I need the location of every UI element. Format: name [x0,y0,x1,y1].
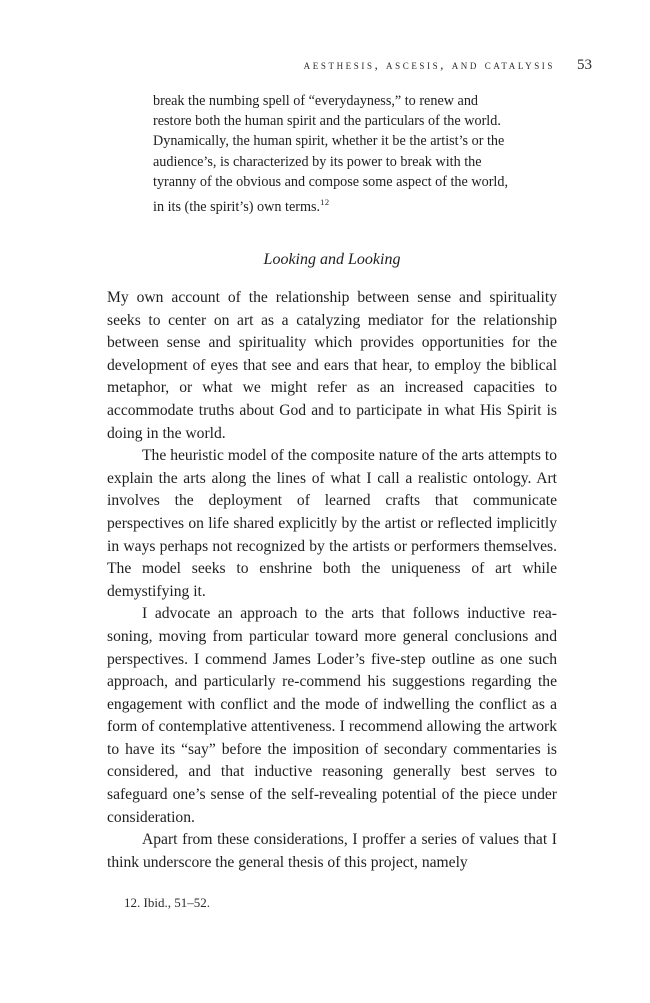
footnote: 12. Ibid., 51–52. [124,895,210,910]
block-quote [153,91,509,217]
paragraph-1: My own account of the relationship between sense and spirituality seeks to center on art as a catalyzing mediator for the relationship between sense and spirituality which provides opportunities for the development of eyes that see and ears that hear, to employ the biblical metaphor, or what we might refer as an increased capacities to accommodate truths about God and to participate in what His Spirit is doing in the world. [107,289,557,442]
body-text [107,287,557,874]
running-header [0,58,650,78]
paragraph-4: Apart from these considerations, I proffer a series of values that I think underscore the general thesis of this project, namely [107,831,557,871]
section-heading: Looking and Looking [263,251,401,268]
running-title: aesthesis, ascesis, and catalysis [303,58,555,72]
footnote-reference[interactable]: 12 [320,197,330,208]
paragraph-2: The heuristic model of the composite nature of the arts attempts to explain the arts along the lines of what I call a realistic ontology. Art involves the deployment of learned crafts that communicate perspectives on life shared explicitly by the artist or reflected implicitly in ways perhaps not recognized by the artists or performers themselves. The model seeks to enshrine both the uniqueness of art while demystifying it. [107,447,557,600]
paragraph-3: I advocate an approach to the arts that follows inductive reasoning, moving from particular toward more general conclusions and perspectives. I commend James Loder’s five-step outline as one such approach, and particularly re-commend his suggestions regarding the engagement with conflict and the mode of indwelling the conflict as a form of contemplative attentiveness. I recommend allowing the artwork to have its “say” before the imposition of secondary commentaries is considered, and that inductive reasoning generally best serves to safeguard one’s sense of the self-revealing potential of the piece under consideration. [107,605,557,826]
page-number: 53 [577,57,592,73]
block-quote-text: break the numbing spell of “everydayness,” to renew and restore both the human spirit and the particulars of the world. Dynamically, the human spirit, whether it be the artist’s or the audience’s, is characterized by its power to break with the tyranny of the obvious and compose some aspect of the world, in its (the spirit’s) own terms. [153,93,508,216]
